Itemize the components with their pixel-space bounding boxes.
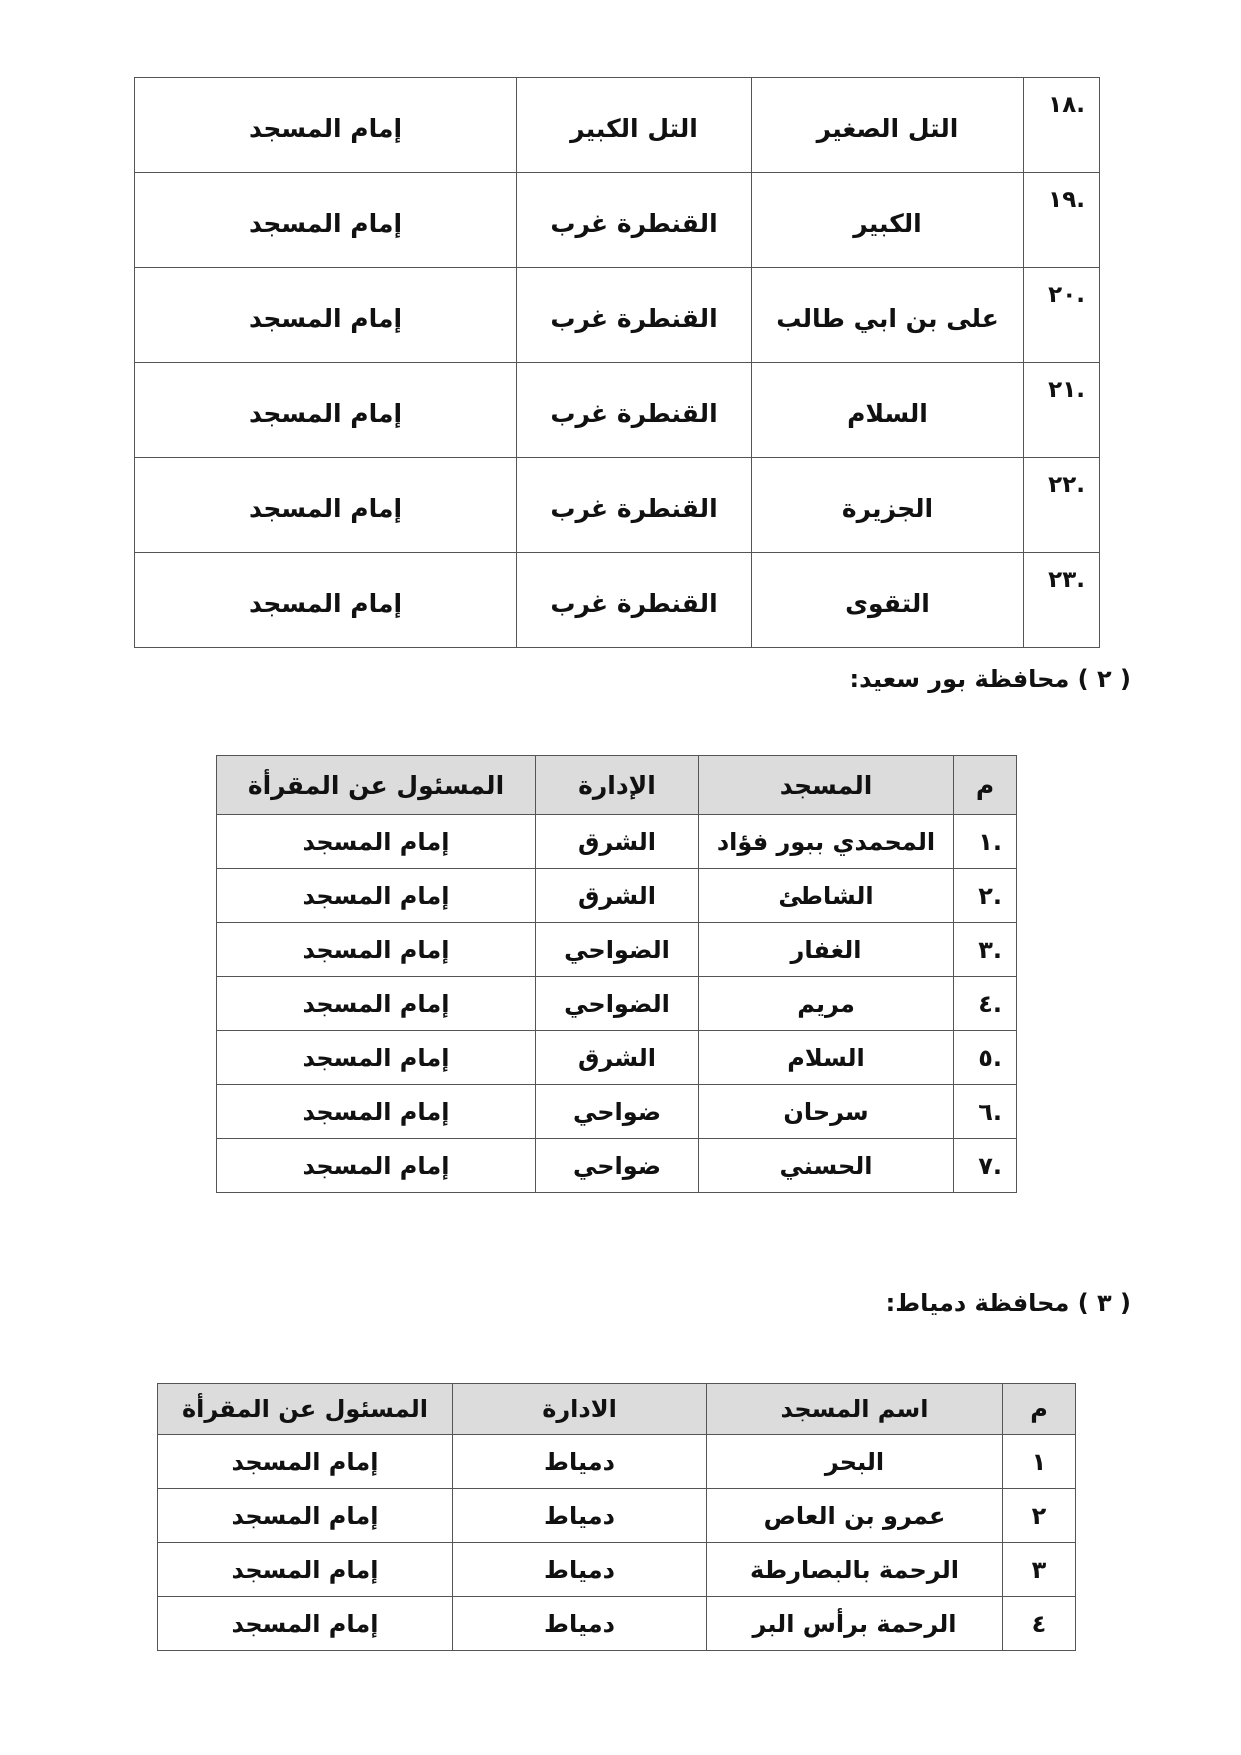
- responsible-person: إمام المسجد: [217, 977, 536, 1031]
- responsible-person: إمام المسجد: [135, 458, 517, 553]
- table-row: [158, 1489, 1076, 1543]
- mosque-name: الرحمة بالبصارطة: [707, 1543, 1003, 1597]
- administration: ضواحي: [536, 1139, 699, 1193]
- table-row: [217, 815, 1017, 869]
- port-said-mosques-table: [216, 755, 1017, 1193]
- row-number: .٢٣: [1024, 553, 1100, 648]
- responsible-person: إمام المسجد: [135, 268, 517, 363]
- administration: دمياط: [453, 1489, 707, 1543]
- row-number: .١: [954, 815, 1017, 869]
- mosque-name: التقوى: [752, 553, 1024, 648]
- section-heading-damietta: ( ٣ ) محافظة دمياط:: [885, 1289, 1131, 1317]
- table-row: [135, 458, 1100, 553]
- row-number: ٤: [1003, 1597, 1076, 1651]
- table-row: [217, 1139, 1017, 1193]
- section-heading-port-said: ( ٢ ) محافظة بور سعيد:: [849, 665, 1131, 693]
- mosque-name: الشاطئ: [699, 869, 954, 923]
- header-responsible: المسئول عن المقرأة: [158, 1384, 453, 1435]
- table-row: [158, 1543, 1076, 1597]
- row-number: .١٨: [1024, 78, 1100, 173]
- row-number: .٢١: [1024, 363, 1100, 458]
- mosque-name: السلام: [699, 1031, 954, 1085]
- responsible-person: إمام المسجد: [217, 1031, 536, 1085]
- mosque-name: الكبير: [752, 173, 1024, 268]
- row-number: ٣: [1003, 1543, 1076, 1597]
- row-number: .٣: [954, 923, 1017, 977]
- row-number: .٤: [954, 977, 1017, 1031]
- table-row: [135, 553, 1100, 648]
- administration: القنطرة غرب: [517, 363, 752, 458]
- mosque-name: الحسني: [699, 1139, 954, 1193]
- table-row: [217, 1085, 1017, 1139]
- row-number: .٦: [954, 1085, 1017, 1139]
- administration: ضواحي: [536, 1085, 699, 1139]
- table-row: [135, 363, 1100, 458]
- table-row: [217, 923, 1017, 977]
- responsible-person: إمام المسجد: [217, 1085, 536, 1139]
- header-mosque: المسجد: [699, 756, 954, 815]
- mosque-name: التل الصغير: [752, 78, 1024, 173]
- table-row: [217, 977, 1017, 1031]
- administration: دمياط: [453, 1597, 707, 1651]
- administration: الضواحي: [536, 923, 699, 977]
- table-row: [158, 1435, 1076, 1489]
- row-number: .٢٠: [1024, 268, 1100, 363]
- row-number: ٢: [1003, 1489, 1076, 1543]
- responsible-person: إمام المسجد: [217, 1139, 536, 1193]
- responsible-person: إمام المسجد: [158, 1597, 453, 1651]
- table-row: [135, 268, 1100, 363]
- responsible-person: إمام المسجد: [217, 815, 536, 869]
- mosque-name: الرحمة برأس البر: [707, 1597, 1003, 1651]
- mosque-name: مريم: [699, 977, 954, 1031]
- table-row: [135, 78, 1100, 173]
- table-row: [217, 869, 1017, 923]
- administration: الشرق: [536, 1031, 699, 1085]
- row-number: .٥: [954, 1031, 1017, 1085]
- row-number: .٢: [954, 869, 1017, 923]
- row-number: .٢٢: [1024, 458, 1100, 553]
- mosque-name: المحمدي ببور فؤاد: [699, 815, 954, 869]
- administration: الضواحي: [536, 977, 699, 1031]
- administration: الشرق: [536, 869, 699, 923]
- row-number: .٧: [954, 1139, 1017, 1193]
- responsible-person: إمام المسجد: [135, 173, 517, 268]
- mosque-name: السلام: [752, 363, 1024, 458]
- mosque-name: البحر: [707, 1435, 1003, 1489]
- administration: القنطرة غرب: [517, 458, 752, 553]
- mosque-name: سرحان: [699, 1085, 954, 1139]
- responsible-person: إمام المسجد: [158, 1435, 453, 1489]
- responsible-person: إمام المسجد: [217, 869, 536, 923]
- row-number: .١٩: [1024, 173, 1100, 268]
- header-responsible: المسئول عن المقرأة: [217, 756, 536, 815]
- mosque-name: على بن ابي طالب: [752, 268, 1024, 363]
- table-header-row: [158, 1384, 1076, 1435]
- mosques-table-continued: [134, 77, 1100, 648]
- administration: دمياط: [453, 1435, 707, 1489]
- administration: الشرق: [536, 815, 699, 869]
- administration: القنطرة غرب: [517, 268, 752, 363]
- table-row: [135, 173, 1100, 268]
- mosque-name: الجزيرة: [752, 458, 1024, 553]
- header-number: م: [954, 756, 1017, 815]
- mosque-name: الغفار: [699, 923, 954, 977]
- table-row: [217, 1031, 1017, 1085]
- header-mosque: اسم المسجد: [707, 1384, 1003, 1435]
- table-header-row: [217, 756, 1017, 815]
- responsible-person: إمام المسجد: [135, 363, 517, 458]
- administration: دمياط: [453, 1543, 707, 1597]
- damietta-mosques-table: [157, 1383, 1076, 1651]
- responsible-person: إمام المسجد: [217, 923, 536, 977]
- responsible-person: إمام المسجد: [135, 553, 517, 648]
- row-number: ١: [1003, 1435, 1076, 1489]
- header-number: م: [1003, 1384, 1076, 1435]
- mosque-name: عمرو بن العاص: [707, 1489, 1003, 1543]
- table-row: [158, 1597, 1076, 1651]
- responsible-person: إمام المسجد: [158, 1543, 453, 1597]
- administration: القنطرة غرب: [517, 173, 752, 268]
- administration: القنطرة غرب: [517, 553, 752, 648]
- responsible-person: إمام المسجد: [135, 78, 517, 173]
- responsible-person: إمام المسجد: [158, 1489, 453, 1543]
- header-administration: الإدارة: [536, 756, 699, 815]
- administration: التل الكبير: [517, 78, 752, 173]
- header-administration: الادارة: [453, 1384, 707, 1435]
